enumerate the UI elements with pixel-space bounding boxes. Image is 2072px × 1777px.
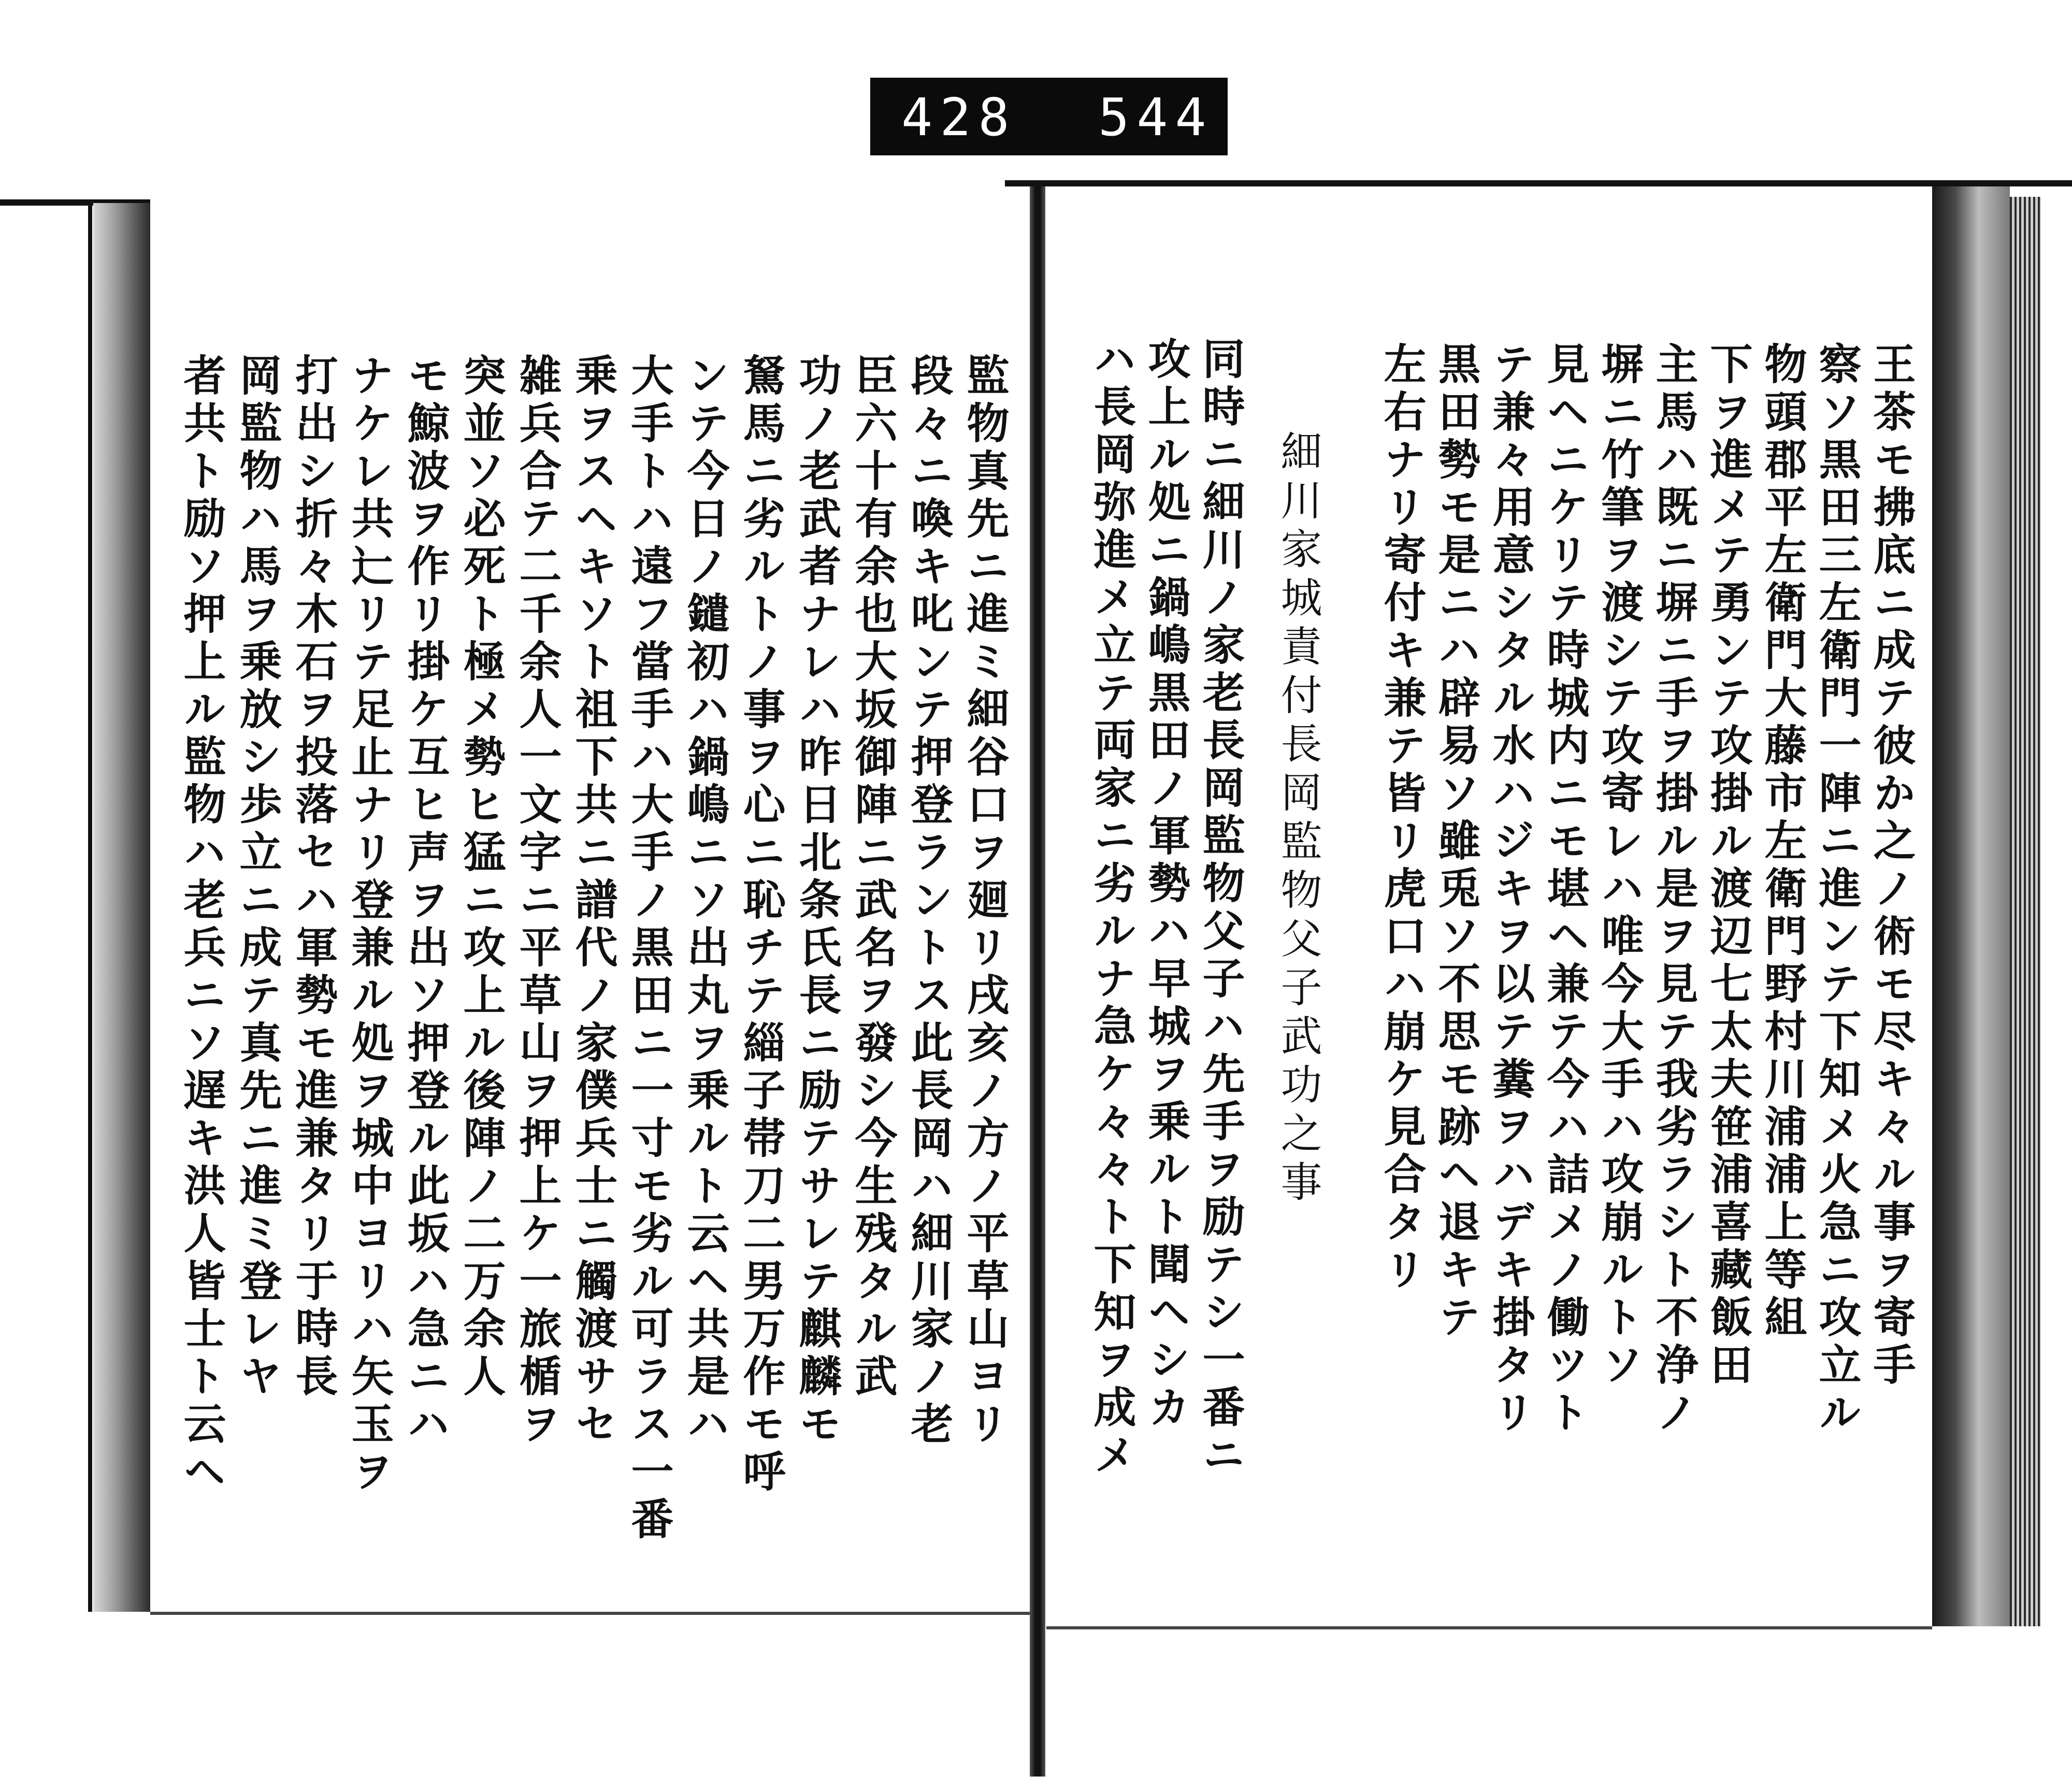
microfilm-frame-label (870, 78, 1228, 155)
left-page-column-9: 雑兵合テ二千余人一文字ニ平草山ヲ押上ケ一旅楯ヲ (512, 353, 562, 1449)
left-page-column-5: 駑馬ニ劣ルトノ事ヲ心ニ恥チテ緇子帯刀二男万作モ呼 (736, 353, 786, 1497)
page-stack-edge (2010, 197, 2041, 1626)
left-page-column-14: 岡監物ハ馬ヲ乗放シ歩立ニ成テ真先ニ進ミ登レヤ (233, 353, 282, 1402)
left-page-column-10: 突並ソ必死ト極メ勢ヒ猛ニ攻上ル後陣ノ二万余人 (456, 353, 506, 1402)
frame-number-left: 428 (901, 87, 1017, 148)
scan-edge-top-right (1005, 180, 2072, 186)
left-page-column-3: 臣六十有余也大坂御陣ニ武名ヲ發シ今生残タル武 (848, 353, 898, 1402)
right-page-body-column-1: 同時ニ細川ノ家老長岡監物父子ハ先手ヲ励テシ一番ニ (1196, 337, 1245, 1480)
left-page-column-6: ンテ今日ノ鑓初ハ鍋嶋ニソ出丸ヲ乗ルト云ヘ共是ハ (680, 353, 730, 1449)
left-page-column-11: モ鯨波ヲ作リ掛ケ互ヒ声ヲ出ソ押登ル此坂ハ急ニハ (400, 353, 450, 1449)
right-page-column-2: 察ソ黒田三左衛門一陣ニ進ンテ下知メ火急ニ攻立ル (1812, 342, 1862, 1438)
right-page-column-3: 物頭郡平左衛門大藤市左衛門野村川浦浦上等組 (1758, 342, 1807, 1342)
left-page-column-4: 功ノ老武者ナレハ昨日北条氏長ニ励テサレテ麒麟モ (792, 353, 842, 1449)
right-page-body-column-2: 攻上ル処ニ鍋嶋黒田ノ軍勢ハ早城ヲ乗ルト聞ヘシカ (1141, 337, 1191, 1433)
right-page (1046, 186, 1932, 1629)
left-page-column-12: ナケレ共辷リテ足止ナリ登兼ル処ヲ城中ヨリハ矢玉ヲ (344, 353, 394, 1497)
right-page-column-1: 王茶モ拂底ニ成テ彼か之ノ術モ尽キ々ル事ヲ寄手 (1866, 342, 1916, 1390)
left-page-column-2: 段々ニ喚キ叱ンテ押登ラントス此長岡ハ細川家ノ老 (904, 353, 954, 1449)
left-page (150, 203, 1031, 1615)
book-gutter (1030, 186, 1045, 1776)
left-page-column-1: 監物真先ニ進ミ細谷口ヲ廻リ戌亥ノ方ノ平草山ヨリ (960, 353, 1010, 1449)
left-page-column-7: 大手トハ遠フ當手ハ大手ノ黒田ニ一寸モ劣ル可ラス一番 (624, 353, 674, 1544)
right-page-body-column-3: ハ長岡弥進メ立テ両家ニ劣ルナ急ケ々々ト下知ヲ成メ (1087, 337, 1136, 1480)
section-heading: 細川家城責付長岡監物父子武功之事 (1274, 430, 1322, 1209)
right-cover-board (1932, 186, 2010, 1626)
left-page-column-13: 打出シ折々木石ヲ投落セハ軍勢モ進兼タリ于時長 (289, 353, 338, 1402)
right-page-column-6: 塀ニ竹筆ヲ渡シテ攻寄レハ唯今大手ハ攻崩ルトソ (1594, 342, 1644, 1390)
left-page-column-15: 者共ト励ソ押上ル監物ハ老兵ニソ遅キ洪人皆士ト云ヘ (177, 353, 226, 1497)
right-page-column-8: テ兼々用意シタル水ハジキヲ以テ糞ヲハデキ掛タリ (1486, 342, 1535, 1438)
right-page-column-5: 主馬ハ既ニ塀ニ手ヲ掛ル是ヲ見テ我劣ラシト不浄ノ (1649, 342, 1699, 1438)
right-page-column-4: 下ヲ進メテ勇ンテ攻掛ル渡辺七太夫笹浦喜藏飯田 (1703, 342, 1753, 1390)
left-cover-edge (88, 203, 92, 1612)
right-page-column-10: 左右ナリ寄付キ兼テ皆リ虎口ハ崩ケ見合タリ (1377, 342, 1427, 1295)
right-page-column-7: 見ヘニケリテ時城内ニモ堪ヘ兼テ今ハ詰メノ働ツト (1540, 342, 1590, 1438)
right-page-column-9: 黒田勢モ是ニハ辟易ソ雖兎ソ不思モ跡ヘ退キテ (1431, 342, 1481, 1342)
frame-number-right: 544 (1098, 87, 1214, 148)
left-page-column-8: 乗ヲスヘキソト祖下共ニ譜代ノ家僕兵士ニ觸渡サセ (568, 353, 618, 1449)
left-cover-board (93, 203, 150, 1612)
